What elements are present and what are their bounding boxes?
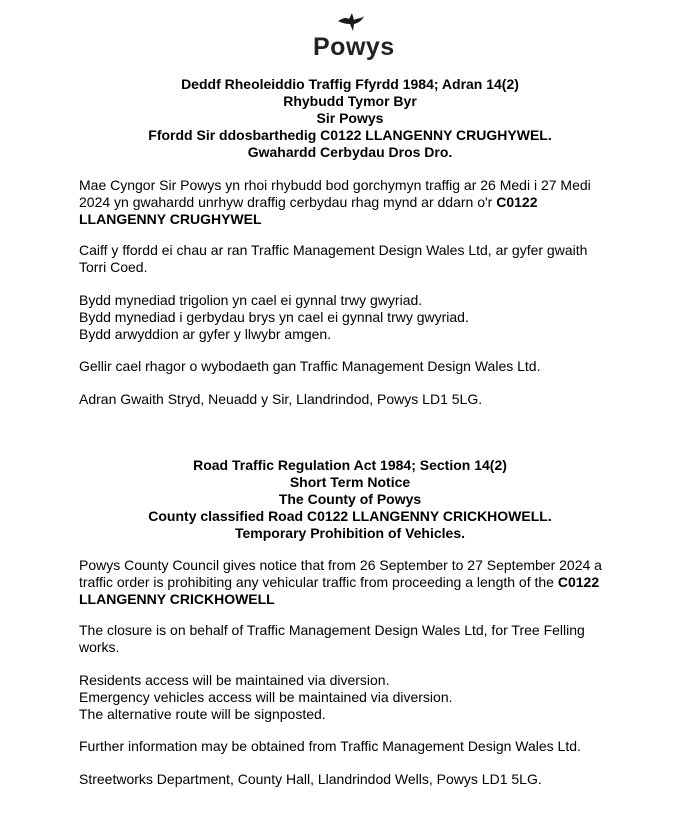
welsh-closure-paragraph	[79, 242, 639, 276]
kite-bird-icon	[337, 12, 365, 32]
english-notice-paragraph	[79, 557, 639, 608]
english-further-info-line: Further information may be obtained from Traffic Management Design Wales Ltd.	[79, 738, 581, 754]
welsh-access-line: Bydd mynediad i gerbydau brys yn cael ei gynnal trwy gwyriad.	[79, 309, 469, 325]
english-access-line: Residents access will be maintained via diversion.	[79, 672, 390, 688]
english-heading-line: Short Term Notice	[289, 474, 411, 490]
welsh-notice-paragraph	[79, 177, 639, 228]
road-number: C0122	[496, 194, 538, 210]
logo-text: Powys	[313, 33, 395, 61]
welsh-heading-line: Deddf Rheoleiddio Traffig Ffyrdd 1984; Adran 14(2)	[181, 76, 519, 92]
road-name: LLANGENNY CRICKHOWELL	[79, 591, 275, 607]
welsh-notice-line	[79, 194, 639, 211]
welsh-further-info-line: Gellir cael rhagor o wybodaeth gan Traffic Management Design Wales Ltd.	[79, 358, 541, 374]
welsh-access-line: Bydd mynediad trigolion yn cael ei gynnal trwy gwyriad.	[79, 292, 423, 308]
welsh-notice-line	[79, 211, 639, 228]
english-heading-line: Temporary Prohibition of Vehicles.	[234, 525, 465, 541]
english-notice-text: traffic order is prohibiting any vehicular traffic from proceeding a length of the	[79, 574, 558, 590]
welsh-address-line: Adran Gwaith Stryd, Neuadd y Sir, Llandrindod, Powys LD1 5LG.	[79, 391, 483, 407]
road-number: C0122	[557, 574, 600, 590]
welsh-notice-line: Mae Cyngor Sir Powys yn rhoi rhybudd bod gorchymyn traffig ar 26 Medi i 27 Medi	[79, 177, 591, 193]
welsh-access-line: Bydd arwyddion ar gyfer y llwybr amgen.	[79, 326, 332, 342]
english-access-line: The alternative route will be signposted.	[79, 706, 326, 722]
english-address-line: Streetworks Department, County Hall, Llandrindod Wells, Powys LD1 5LG.	[79, 771, 542, 787]
welsh-heading-line: Sir Powys	[316, 110, 384, 126]
welsh-closure-line: Torri Coed.	[79, 259, 148, 275]
welsh-heading-line: Gwahardd Cerbydau Dros Dro.	[247, 144, 453, 160]
english-heading	[78, 457, 622, 542]
english-heading-line: The County of Powys	[278, 491, 422, 507]
english-closure-line: The closure is on behalf of Traffic Management Design Wales Ltd, for Tree Felling	[79, 622, 585, 638]
welsh-notice-text: 2024 yn gwahardd unrhyw draffig cerbydau rhag mynd ar ddarn o'r	[79, 194, 497, 210]
english-address	[79, 771, 639, 788]
road-name: LLANGENNY CRUGHYWEL	[79, 211, 262, 227]
welsh-heading	[78, 76, 622, 161]
welsh-access-paragraph	[79, 292, 639, 343]
powys-logo	[309, 12, 395, 61]
english-heading-line: Road Traffic Regulation Act 1984; Section 14(2)	[193, 457, 507, 473]
welsh-address	[79, 391, 639, 408]
welsh-further-info	[79, 358, 639, 375]
english-notice-line	[79, 574, 639, 591]
english-access-paragraph	[79, 672, 639, 723]
english-closure-paragraph	[79, 622, 639, 656]
english-notice-line	[79, 591, 639, 608]
english-heading-line: County classified Road C0122 LLANGENNY CRICKHOWELL.	[148, 508, 552, 524]
welsh-closure-line: Caiff y ffordd ei chau ar ran Traffic Management Design Wales Ltd, ar gyfer gwaith	[79, 242, 588, 258]
english-access-line: Emergency vehicles access will be maintained via diversion.	[79, 689, 453, 705]
english-closure-line: works.	[79, 639, 120, 655]
english-notice-line: Powys County Council gives notice that from 26 September to 27 September 2024 a	[79, 557, 602, 573]
welsh-heading-line: Ffordd Sir ddosbarthedig C0122 LLANGENNY CRUGHYWEL.	[148, 127, 552, 143]
english-further-info	[79, 738, 639, 755]
welsh-heading-line: Rhybudd Tymor Byr	[283, 93, 417, 109]
